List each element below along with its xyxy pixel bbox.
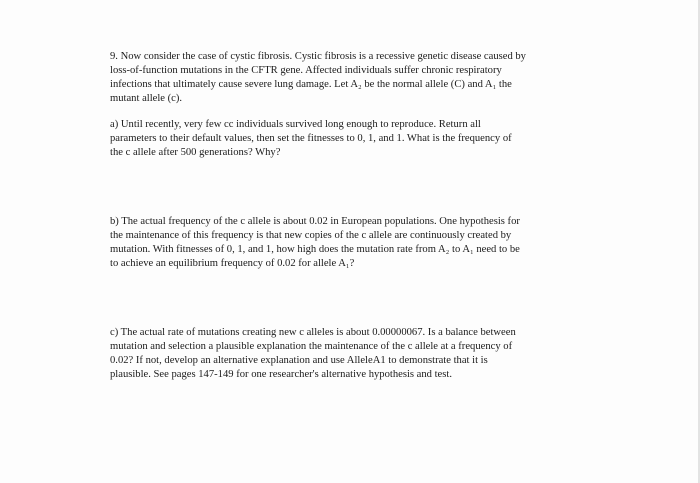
intro-line: 9. Now consider the case of cystic fibrosis. Cystic fibrosis is a recessive genetic disease caused by <box>110 51 526 62</box>
question-9-intro <box>110 50 598 106</box>
part-b-line: the maintenance of this frequency is that new copies of the c allele are continuously created by <box>110 230 512 241</box>
question-part-a <box>110 118 598 160</box>
part-c-line: 0.02? If not, develop an alternative explanation and use AlleleA1 to demonstrate that it is <box>110 355 488 366</box>
intro-line: loss-of-function mutations in the CFTR gene. Affected individuals suffer chronic respiratory <box>110 65 502 76</box>
part-b-line: b) The actual frequency of the c allele is about 0.02 in European populations. One hypothesis for <box>110 216 520 227</box>
part-a-line: the c allele after 500 generations? Why? <box>110 147 281 158</box>
part-a-line: parameters to their default values, then set the fitnesses to 0, 1, and 1. What is the frequency of <box>110 133 512 144</box>
part-c-line: mutation and selection a plausible explanation the maintenance of the c allele at a frequency of <box>110 341 513 352</box>
part-c-line: plausible. See pages 147-149 for one researcher's alternative hypothesis and test. <box>110 369 452 380</box>
part-b-line: to achieve an equilibrium frequency of 0.02 for allele A₁? <box>110 258 355 269</box>
intro-line: mutant allele (c). <box>110 93 183 104</box>
question-part-b <box>110 215 598 271</box>
part-a-line: a) Until recently, very few cc individuals survived long enough to reproduce. Return all <box>110 119 481 130</box>
intro-line: infections that ultimately cause severe lung damage. Let A₂ be the normal allele (C) and A₁ the <box>110 79 512 90</box>
question-part-c <box>110 326 598 382</box>
part-c-line: c) The actual rate of mutations creating new c alleles is about 0.00000067. Is a balance between <box>110 327 516 338</box>
part-b-line: mutation. With fitnesses of 0, 1, and 1, how high does the mutation rate from A₂ to A₁ need to be <box>110 244 520 255</box>
